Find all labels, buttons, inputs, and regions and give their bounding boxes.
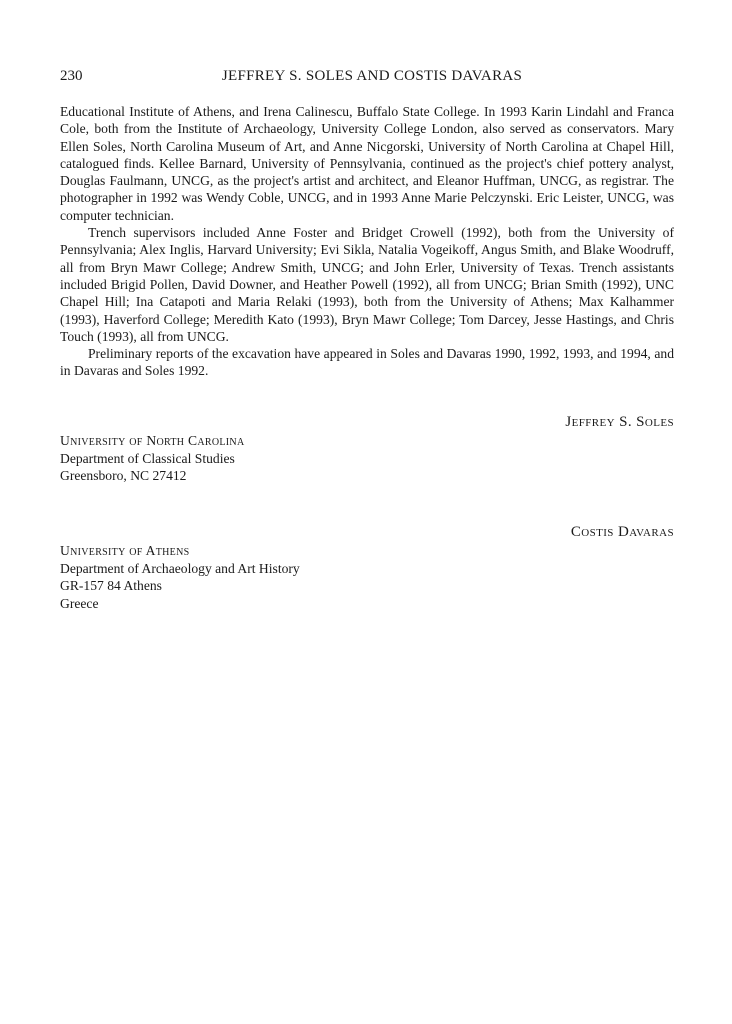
page-number: 230 (60, 68, 83, 84)
country-line: Greece (60, 595, 99, 611)
paragraph-3: Preliminary reports of the excavation have appeared in Soles and Davaras 1990, 1992, 1993, and 1994, and in Davaras and Soles 1992. (60, 346, 674, 379)
paragraph-1: Educational Institute of Athens, and Irena Calinescu, Buffalo State College. In 1993 Karin Lindahl and Franca Cole, both from the Institute of Archaeology, University College London, also served as conservators. Mary Ellen Soles, North Carolina Museum of Art, and Anne Nicgorski, University of North Carolina at Chapel Hill, catalogued finds. Kellee Barnard, University of Pennsylvania, continued as the project's chief pottery analyst, Douglas Faulmann, UNCG, as the project's artist and architect, and Eleanor Huffman, UNCG, as registrar. The photographer in 1992 was Wendy Coble, UNCG, and in 1993 Anne Marie Pelczynski. Eric Leister, UNCG, was computer technician. (60, 104, 674, 223)
institution-name: University of Athens (60, 543, 190, 558)
author-name-davaras: Costis Davaras (570, 524, 674, 540)
institution-name: University of North Carolina (60, 433, 245, 448)
running-head: JEFFREY S. SOLES AND COSTIS DAVARAS (221, 68, 523, 84)
department-line: Department of Classical Studies (60, 450, 235, 466)
author-name-soles: Jeffrey S. Soles (565, 414, 674, 430)
paragraph-2: Trench supervisors included Anne Foster and Bridget Crowell (1992), both from the University of Pennsylvania; Alex Inglis, Harvard University; Evi Sikla, Natalia Vogeikoff, Angus Smith, and Blake Woodruff, all from Bryn Mawr College; Andrew Smith, UNCG; and John Erler, University of Texas. Trench assistants included Brigid Pollen, David Downer, and Heather Powell (1992), all from UNCG; Brian Smith (1992), UNC Chapel Hill; Ina Catapoti and Maria Relaki (1993), both from the University of Athens; Max Kalhammer (1993), Haverford College; Meredith Kato (1993), Bryn Mawr College; Tom Darcey, Jesse Hastings, and Chris Touch (1993), all from UNCG. (60, 225, 674, 344)
city-line: Greensboro, NC 27412 (60, 468, 187, 484)
department-line: Department of Archaeology and Art History (60, 560, 300, 576)
body-text (60, 103, 674, 380)
city-line: GR-157 84 Athens (60, 578, 162, 594)
affiliation-davaras (60, 542, 300, 612)
page-header (60, 68, 674, 88)
affiliation-soles (60, 432, 244, 485)
